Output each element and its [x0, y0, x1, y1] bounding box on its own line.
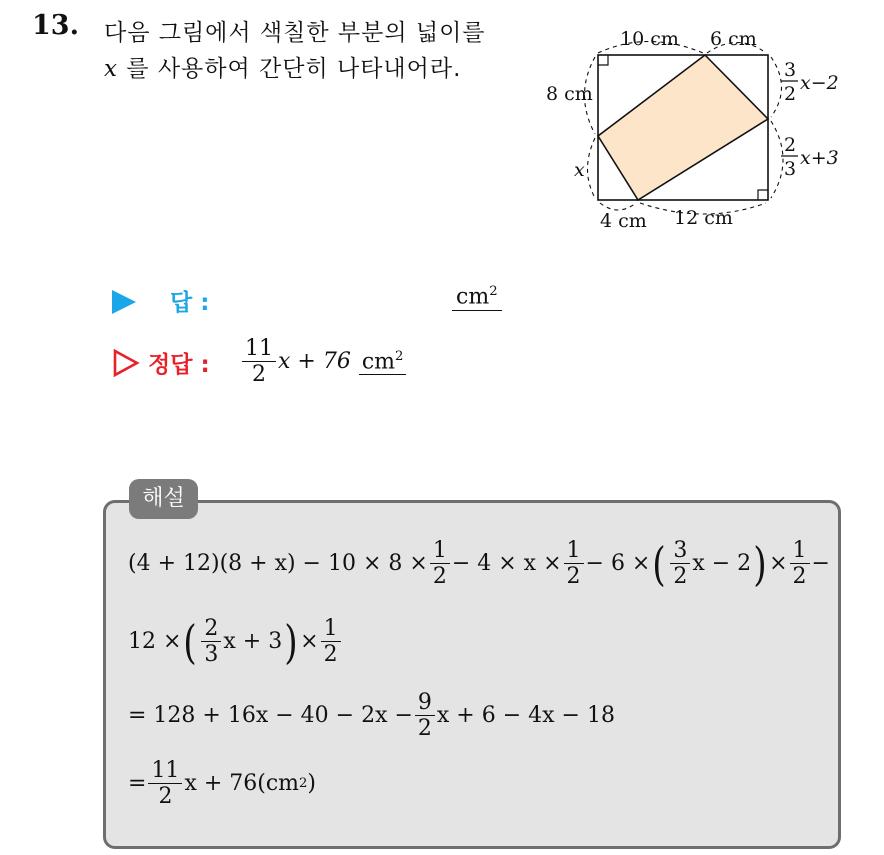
explanation-line-4: = $\frac{11}{2}$ x + 76(cm 2 )	[128, 758, 317, 810]
answer-unit-exponent: 2	[489, 284, 498, 299]
explanation-line-3: = 128 + 16x − 40 − 2x − $\frac{9}{2}$ x + 6 − 4x − 18	[128, 690, 615, 742]
right-angle-mark-bottom-right	[758, 190, 768, 200]
explanation-line-1: (4 + 12)(8 + x) − 10 × 8 × $\frac{1}{2}$ − 4 × x × $\frac{1}{2}$ − 6 × ( $\frac{3}{2}$ x − 2 ) × $\frac{1}{2}$ −	[128, 536, 830, 591]
label-right-top	[781, 59, 839, 105]
explanation-line-2: 12 × ( $\frac{2}{3}$ x + 3 ) × $\frac{1}{2}$	[128, 616, 343, 668]
answer-play-icon	[112, 290, 136, 314]
question-text-rest: 를 사용하여 간단히 나타내어라.	[117, 56, 462, 82]
question-variable: x	[104, 56, 118, 82]
correct-expression	[240, 336, 406, 388]
svg-text:3: 3	[784, 59, 797, 81]
shaded-region	[598, 55, 768, 200]
label-right-bottom	[781, 134, 839, 180]
explanation-tag: 해설	[129, 479, 198, 519]
svg-text:2: 2	[784, 83, 797, 105]
svg-text:3: 3	[784, 158, 797, 180]
label-left-top: 8 cm	[546, 83, 593, 105]
question-number: 13.	[32, 10, 79, 41]
geometry-figure	[540, 20, 870, 245]
answer-label: 답 :	[170, 290, 210, 316]
answer-blank-unit[interactable]	[452, 284, 502, 311]
question-text-line2	[104, 50, 461, 83]
label-bottom-left: 4 cm	[600, 210, 647, 232]
svg-text:2: 2	[784, 134, 797, 156]
correct-unit: $cm^2$	[359, 349, 407, 375]
correct-play-outline-icon	[112, 348, 140, 378]
right-angle-mark-top-left	[598, 55, 608, 65]
question-text-line1: 다음 그림에서 색칠한 부분의 넓이를	[104, 20, 486, 46]
label-top-left: 10 cm	[620, 28, 679, 50]
correct-fraction: $\frac{11}{2}$	[242, 336, 276, 388]
label-bottom-right: 12 cm	[674, 207, 733, 229]
answer-unit: cm	[456, 284, 490, 310]
label-left-bottom: x	[574, 159, 585, 181]
svg-text:x+3: x+3	[800, 147, 839, 169]
svg-text:x−2: x−2	[800, 72, 839, 94]
label-top-right: 6 cm	[710, 28, 757, 50]
correct-expression-tail: x + 76	[278, 349, 351, 375]
correct-label: 정답 :	[148, 352, 210, 378]
